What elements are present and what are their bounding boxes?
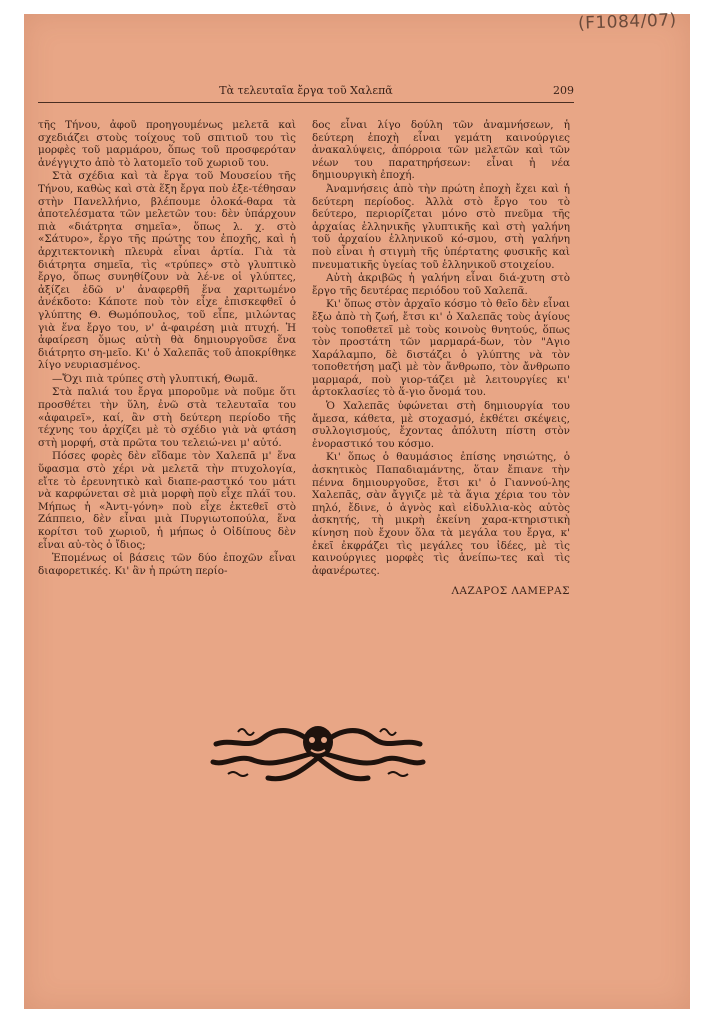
paragraph: —Ὄχι πιὰ τρύπες στὴ γλυπτική, Θωμᾶ. [52,372,259,385]
archive-reference-note: (F1084/07) [578,10,678,34]
left-column [38,119,296,578]
paragraph: Στὰ σχέδια καὶ τὰ ἔργα τοῦ Μουσείου τῆς Τήνου, καθὼς καὶ στὰ ἕξη ἔργα ποὺ ἐξε-τέθησαν στὴν Πανελλήνιο, βλέπουμε ὁλοκά-θαρα τὰ ἀποτελέσματα τῶν μελετῶν του: δὲν ὑπάρχουν πιὰ «διάτρητα σημεῖα», ὅπως λ. χ. στὸ «Σάτυρο», ἔργο τῆς πρώτης του ἐποχῆς, καὶ ἡ ἀρχιτεκτονικὴ πλευρὰ εἶναι ἀρτία. Γιὰ τὰ διάτρητα σημεῖα, τὶς «τρύπες» στὸ γλυπτικὸ ἔργο, ὅπως συνηθίζουν νὰ λέ-νε οἱ γλύπτες, ἀξίζει ἐδῶ ν' ἀναφερθῆ ἕνα χαριτωμένο ἀνέκδοτο: Κάποτε ποὺ τὸν εἶχε ἐπισκεφθεῖ ὁ γλύπτης Θ. Θωμόπουλος, τοῦ εἶπε, μιλώντας γιὰ ἕνα ἔργο του, ν' ἀ-φαιρέση μιὰ πτυχή. Ἡ ἀφαίρεση ὅμως αὐτὴ θὰ δημιουργοῦσε ἕνα διάτρητο ση-μεῖο. Κι' ὁ Χαλεπᾶς τοῦ ἀποκρίθηκε λίγο νευριασμένος. [38,170,296,372]
paragraph: Ὁ Χαλεπᾶς ὑφώνεται στὴ δημιουργία του ἄμεσα, κάθετα, μὲ στοχασμό, ἐκθέτει σκέψεις, συλλογισμούς, ἔχοντας ἀπόλυτη πίστη στὸν ἐνοραστικό του κόσμο. [312,400,570,450]
right-column [312,119,570,598]
paragraph: Κι' ὅπως ὁ θαυμάσιος ἐπίσης νησιώτης, ὁ ἀσκητικὸς Παπαδιαμάντης, ὅταν ἔπιανε τὴν πέννα δημιουργοῦσε, ἔτσι κι' ὁ Γιαννού-λης Χαλεπᾶς, σὰν ἄγγιζε μὲ τὰ ἅγια χέρια του τὸν πηλό, ἔδινε, ὁ ἁγνὸς καὶ εἰδυλλια-κὸς αὐτὸς ἀσκητής, τὴ μικρὴ ἐκείνη χαρα-κτηριστικὴ κίνηση ποὺ ἔχουν ὅλα τὰ μεγάλα του ἔργα, κ' ἐκεῖ ἐκφράζει τὶς μεγάλες του ἰδέες, μὲ τὶς καινούργιες μορφὲς τὶς ἀνείπω-τες καὶ τὶς ἀφανέρωτες. [312,451,570,577]
author-signature: ΛΑΖΑΡΟΣ ΛΑΜΕΡΑΣ [451,585,570,598]
paragraph: δος εἶναι λίγο δούλη τῶν ἀναμνήσεων, ἡ δεύτερη ἐποχὴ εἶναι γεμάτη καινούργιες ἀνακαλύψεις, ἀπόρροια τῶν μελετῶν καὶ τῶν νέων του παρατηρήσεων: εἶναι ἡ νέα δημιουργικὴ ἐποχή. [312,119,570,182]
paragraph: Στὰ παλιά του ἔργα μποροῦμε νὰ ποῦμε ὅτι προσθέτει τὴν ὕλη, ἐνῶ στὰ τελευταῖα του «ἀφαιρεῖ», καί, ἂν στὴ δεύτερη περίοδο τῆς τέχνης του ἀρχίζει μὲ τὸ σχέδιο γιὰ νὰ φτάση στὴ μορφή, στὰ πρῶτα του τελειώ-νει μ' αὐτό. [38,386,296,449]
running-title: Τὰ τελευταῖα ἔργα τοῦ Χαλεπᾶ [219,84,393,97]
paragraph: τῆς Τήνου, ἀφοῦ προηγουμένως μελετᾶ καὶ σχεδιάζει στοὺς τοίχους τοῦ σπιτιοῦ του τὶς μορφὲς τοῦ μαρμάρου, ὅπως τοῦ προσφερόταν ἀνέγγιχτο ἀπὸ τὸ λατομεῖο τοῦ χωριοῦ του. [38,119,296,169]
octopus-ornament-icon [208,708,428,786]
paragraph: Αὐτὴ ἀκριβῶς ἡ γαλήνη εἶναι διά-χυτη στὸ ἔργο τῆς δευτέρας περιόδου τοῦ Χαλεπᾶ. [312,272,570,297]
paragraph: Πόσες φορὲς δὲν εἴδαμε τὸν Χαλεπᾶ μ' ἕνα ὕφασμα στὸ χέρι νὰ μελετᾶ τὴν πτυχολογία, εἴτε τὸ ἐρευνητικὸ καὶ διαπε-ραστικό του μάτι νὰ καρφώνεται σὲ μιὰ μορφὴ ποὺ εἶχε πλάϊ του. Μήπως ἡ «Ἀντι-γόνη» ποὺ εἶχε ἐκτεθεῖ στὸ Ζάππειο, δὲν εἶναι μιὰ Πυργιωτοπούλα, ἕνα κορίτσι τοῦ χωριοῦ, ἡ μήπως ὁ Οἰδίπους δὲν εἶναι αὐ-τὸς ὁ ἴδιος; [38,450,296,551]
paragraph: Ἑπομένως οἱ βάσεις τῶν δύο ἐποχῶν εἶναι διαφορετικές. Κι' ἂν ἡ πρώτη περίο- [38,552,296,577]
page-header [38,84,574,103]
paragraph: Κι' ὅπως στὸν ἀρχαῖο κόσμο τὸ θεῖο δὲν εἶναι ἔξω ἀπὸ τὴ ζωή, ἔτσι κι' ὁ Χαλεπᾶς τοὺς ἁγίους τοὺς τοποθετεῖ μὲ τοὺς κοινοὺς θνητούς, ὅπως τὸν προστάτη τῶν μαρμαρά-δων, τὸν "Αγιο Χαράλαμπο, δὲ διστάζει ὁ γλύπτης νὰ τὸν τοποθετήση μαζὶ μὲ τὸν ἄνθρωπο, τὸν ἄνθρωπο μαρμαρά, ποὺ γιορ-τάζει μὲ λειτουργίες κι' ἀρτοκλασίες τὸ ἅ-γιο ὄνομά του. [312,298,570,399]
paragraph: Ἀναμνήσεις ἀπὸ τὴν πρώτη ἐποχὴ ἔχει καὶ ἡ δεύτερη περίοδος. Ἀλλὰ στὸ ἔργο του τὸ δεύτερο, περιορίζεται μόνο στὸ πνεῦμα τῆς ἀρχαίας ἑλληνικῆς γλυπτικῆς καὶ στὴ γαλήνη τοῦ ἀρχαίου ἑλληνικοῦ κό-σμου, στὴ γαλήνη ποὺ εἶναι ἡ στιγμὴ τῆς ὑπέρτατης φυσικῆς καὶ πνευματικῆς ὑγείας τοῦ ἑλληνικοῦ στοιχείου. [312,182,570,271]
page-number: 209 [553,84,574,97]
